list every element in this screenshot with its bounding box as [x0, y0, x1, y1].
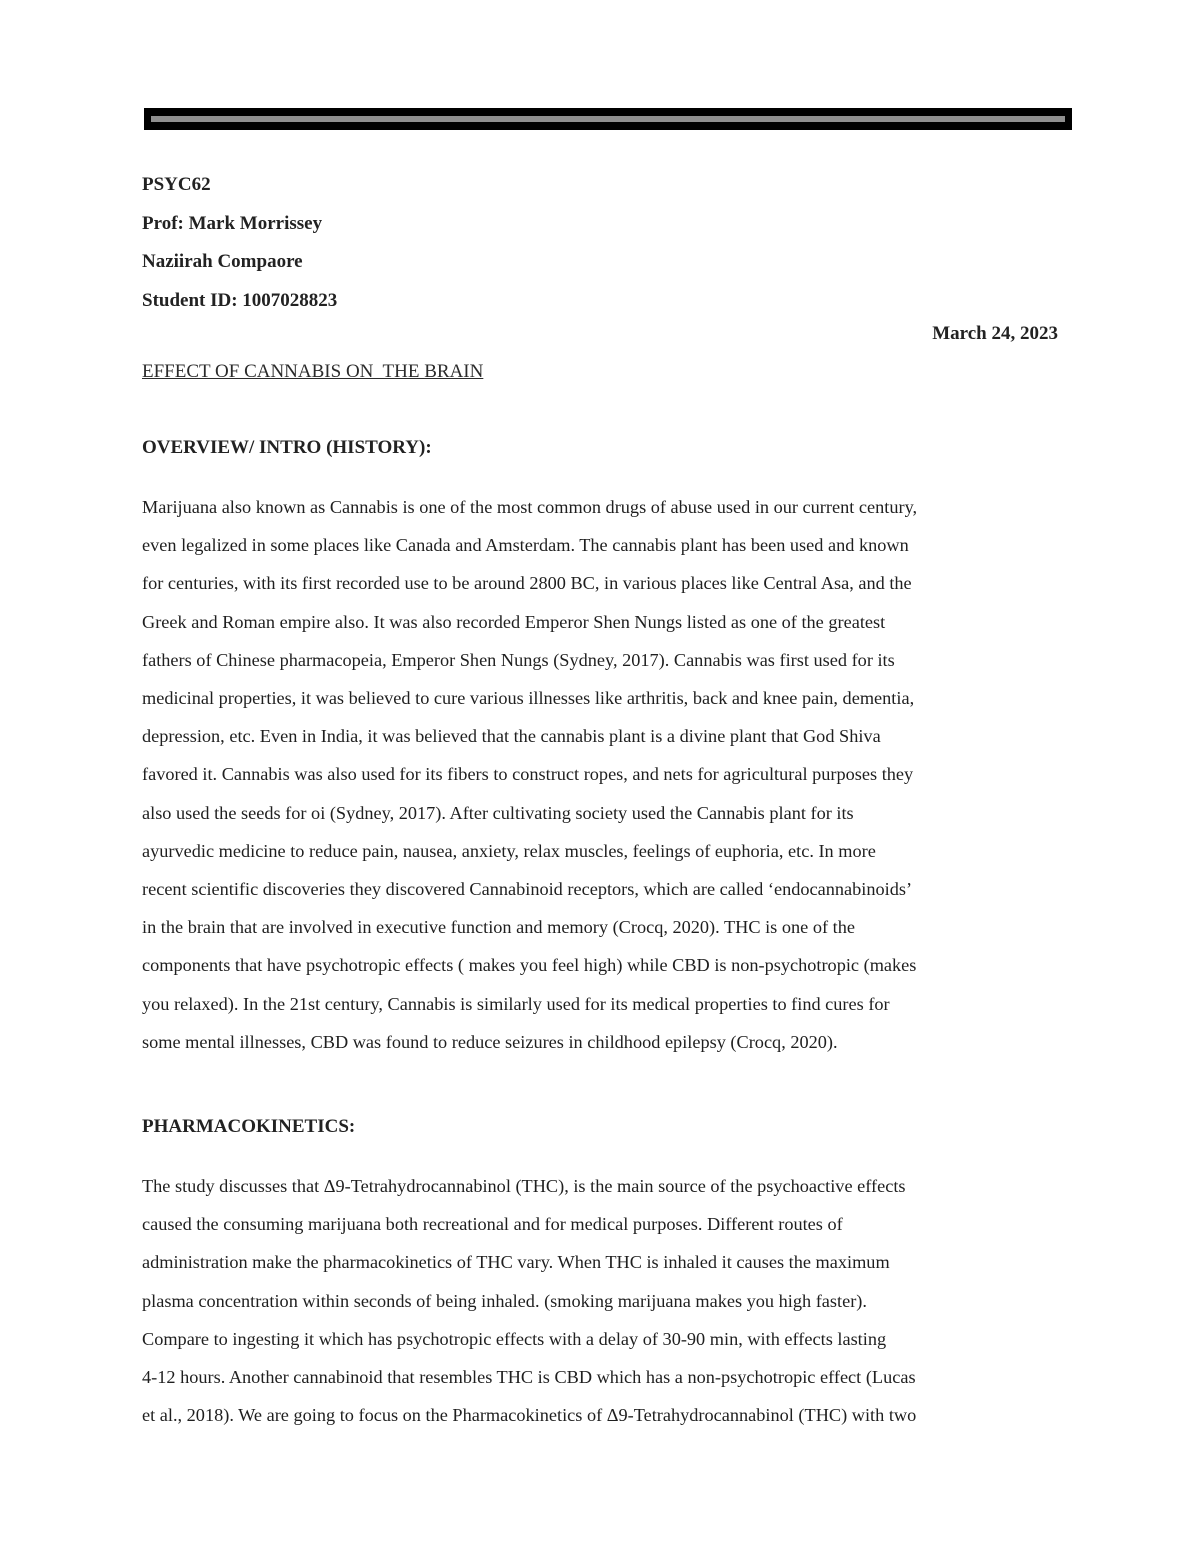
- paragraph-line: fathers of Chinese pharmacopeia, Emperor Shen Nungs (Sydney, 2017). Cannabis was first used for its: [142, 649, 895, 670]
- header-block: [142, 166, 1062, 320]
- professor-name: Prof: Mark Morrissey: [142, 212, 323, 234]
- document-date: March 24, 2023: [932, 323, 1058, 344]
- paragraph-line: administration make the pharmacokinetics of THC vary. When THC is inhaled it causes the maximum: [142, 1252, 890, 1273]
- paragraph-line: 4-12 hours. Another cannabinoid that resembles THC is CBD which has a non-psychotropic effect (Lucas: [142, 1367, 916, 1388]
- paragraph-line: medicinal properties, it was believed to cure various illnesses like arthritis, back and knee pain, dementia,: [142, 688, 915, 709]
- paragraph-line: Compare to ingesting it which has psychotropic effects with a delay of 30-90 min, with effects lasting: [142, 1328, 887, 1349]
- paragraph-line: The study discusses that Δ9-Tetrahydrocannabinol (THC), is the main source of the psychoactive effects: [142, 1176, 906, 1196]
- paragraph-line: plasma concentration within seconds of being inhaled. (smoking marijuana makes you high faster).: [142, 1290, 867, 1311]
- paragraph-line: you relaxed). In the 21st century, Cannabis is similarly used for its medical properties to find cures for: [142, 993, 890, 1014]
- paragraph-line: Marijuana also known as Cannabis is one of the most common drugs of abuse used in our current century,: [142, 497, 918, 517]
- student-id: Student ID: 1007028823: [142, 289, 338, 311]
- paragraph-line: caused the consuming marijuana both recreational and for medical purposes. Different routes of: [142, 1214, 843, 1235]
- paragraph-line: also used the seeds for oi (Sydney, 2017). After cultivating society used the Cannabis plant for its: [142, 802, 854, 823]
- paragraph-line: for centuries, with its first recorded use to be around 2800 BC, in various places like Central Asa, and the: [142, 573, 912, 594]
- section-heading-pharmacokinetics: PHARMACOKINETICS:: [142, 1116, 356, 1137]
- student-name: Naziirah Compaore: [142, 251, 303, 272]
- paragraph-line: even legalized in some places like Canada and Amsterdam. The cannabis plant has been used and known: [142, 535, 909, 556]
- paragraph-line: favored it. Cannabis was also used for its fibers to construct ropes, and nets for agricultural purposes they: [142, 764, 914, 785]
- paragraph-line: Greek and Roman empire also. It was also recorded Emperor Shen Nungs listed as one of the greatest: [142, 611, 886, 632]
- document-title: EFFECT OF CANNABIS ON THE BRAIN: [142, 361, 484, 382]
- header-rule-inner: [151, 116, 1065, 122]
- paragraph-line: ayurvedic medicine to reduce pain, nausea, anxiety, relax muscles, feelings of euphoria, etc. In more: [142, 840, 876, 861]
- section-heading-overview: OVERVIEW/ INTRO (HISTORY):: [142, 437, 432, 458]
- paragraph-line: depression, etc. Even in India, it was believed that the cannabis plant is a divine plant that God Shiva: [142, 726, 881, 747]
- paragraph-line: et al., 2018). We are going to focus on the Pharmacokinetics of Δ9-Tetrahydrocannabinol (THC) with two: [142, 1405, 917, 1426]
- section-body-pharmacokinetics: [142, 1167, 1062, 1434]
- course-code: PSYC62: [142, 174, 211, 195]
- paragraph-line: recent scientific discoveries they discovered Cannabinoid receptors, which are called ‘endocannabinoids’: [142, 879, 913, 900]
- paragraph-line: in the brain that are involved in executive function and memory (Crocq, 2020). THC is one of the: [142, 917, 855, 938]
- header-rule: [144, 108, 1072, 130]
- section-body-overview: [142, 488, 1062, 1061]
- paragraph-line: components that have psychotropic effects ( makes you feel high) while CBD is non-psychotropic (makes: [142, 955, 917, 976]
- paragraph-line: some mental illnesses, CBD was found to reduce seizures in childhood epilepsy (Crocq, 2020).: [142, 1031, 838, 1052]
